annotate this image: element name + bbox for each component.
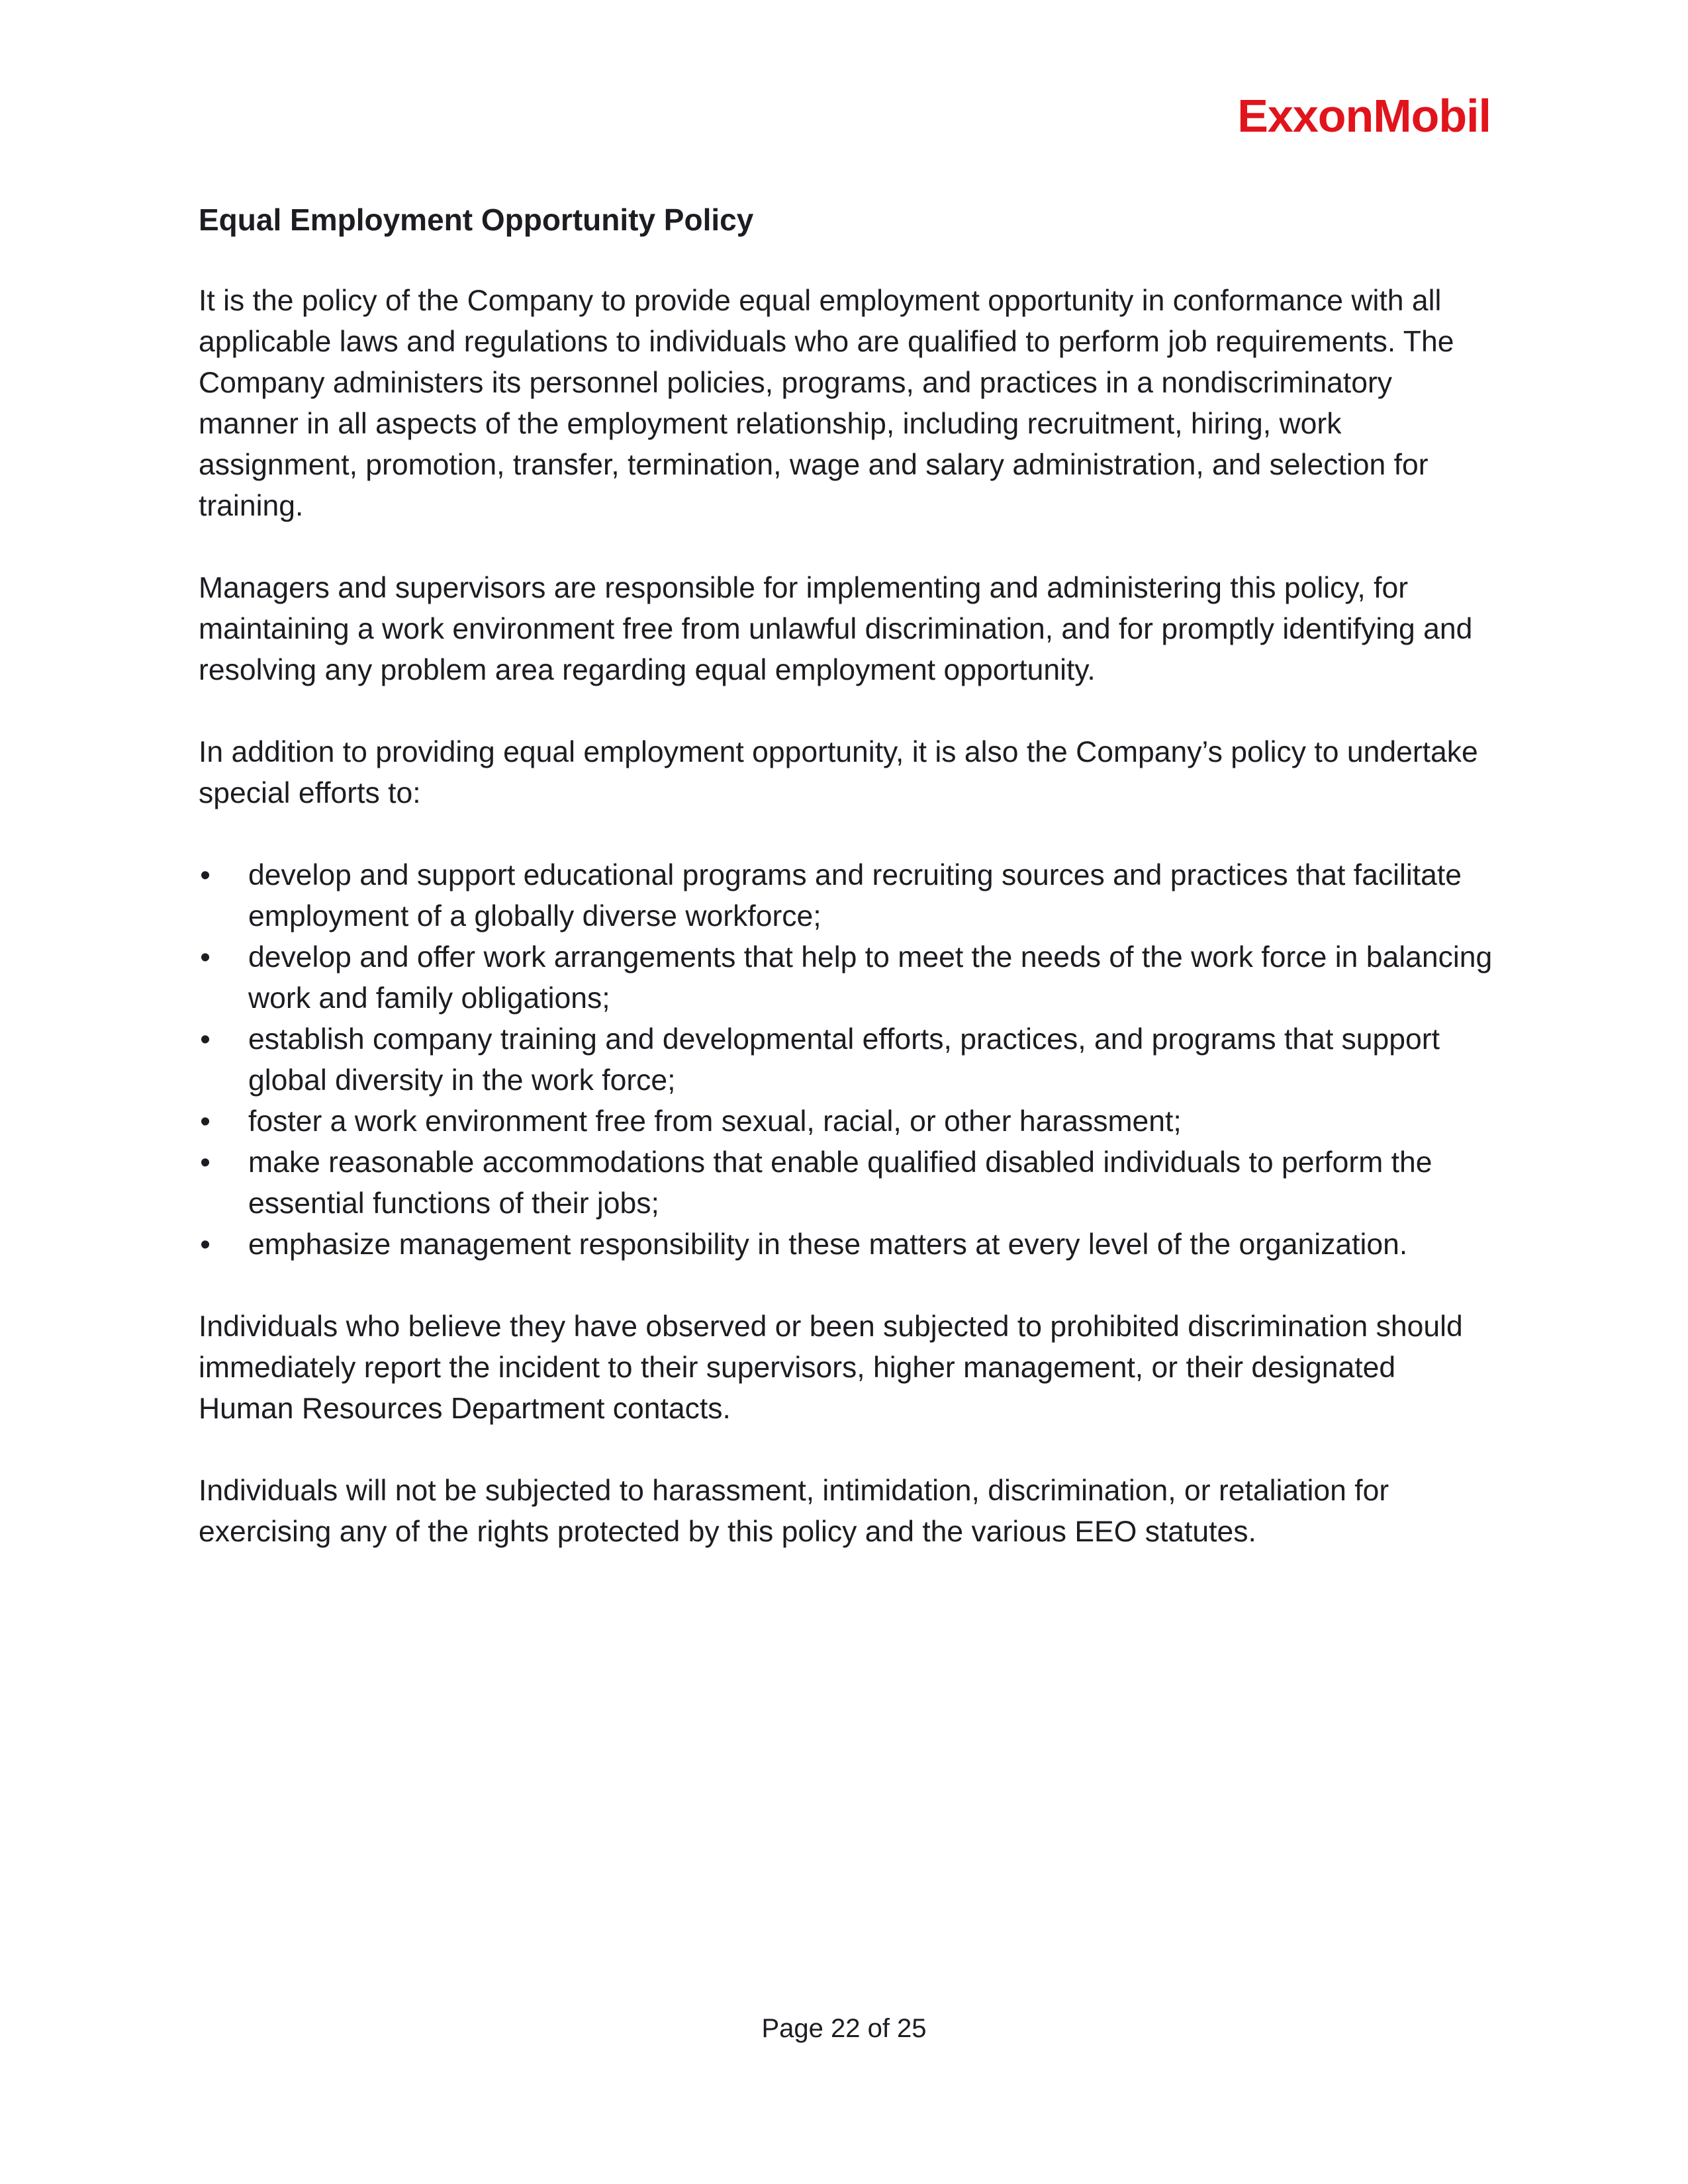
bullet-icon: • (200, 1023, 211, 1056)
list-item (199, 855, 1496, 937)
paragraph-policy-statement: It is the policy of the Company to provide equal employment opportunity in conformance with all applicable laws and regulations to individuals who are qualified to perform job requirements. The Company administers its personnel policies, programs, and practices in a nondiscriminatory manner in all aspects of the employment relationship, including recruitment, hiring, work assignment, promotion, transfer, termination, wage and salary administration, and selection for training. (199, 285, 1454, 522)
page-title: Equal Employment Opportunity Policy (199, 203, 754, 237)
list-item-text: develop and offer work arrangements that help to meet the needs of the work force in balancing work and family obligations; (248, 941, 1493, 1015)
bullet-icon: • (200, 941, 211, 974)
list-item-text: emphasize management responsibility in these matters at every level of the organization. (248, 1228, 1408, 1261)
list-item (199, 1142, 1496, 1224)
bullet-icon: • (200, 1146, 211, 1179)
paragraph-reporting: Individuals who believe they have observed or been subjected to prohibited discrimination should immediately report the incident to their supervisors, higher management, or their designated Human Resources Department contacts. (199, 1310, 1463, 1425)
page-number: Page 22 of 25 (761, 2014, 927, 2043)
list-item (199, 1019, 1496, 1101)
list-item-text: foster a work environment free from sexual, racial, or other harassment; (248, 1105, 1182, 1138)
list-item (199, 937, 1496, 1019)
document-body (199, 199, 1496, 1594)
list-item-text: develop and support educational programs and recruiting sources and practices that facilitate employment of a globally diverse workforce; (248, 859, 1462, 933)
list-item (199, 1224, 1496, 1265)
special-efforts-list (199, 855, 1496, 1265)
list-item (199, 1101, 1496, 1142)
paragraph-special-efforts-intro: In addition to providing equal employment opportunity, it is also the Company’s policy to undertake special efforts to: (199, 736, 1478, 809)
exxonmobil-logo: ExxonMobil (1237, 90, 1491, 142)
bullet-icon: • (200, 1105, 211, 1138)
bullet-icon: • (200, 859, 211, 891)
paragraph-manager-responsibilities: Managers and supervisors are responsible for implementing and administering this policy, for maintaining a work environment free from unlawful discrimination, and for promptly identifying and resolving any problem area regarding equal employment opportunity. (199, 572, 1473, 686)
list-item-text: establish company training and developmental efforts, practices, and programs that support global diversity in the work force; (248, 1023, 1440, 1097)
bullet-icon: • (200, 1228, 211, 1261)
list-item-text: make reasonable accommodations that enable qualified disabled individuals to perform the essential functions of their jobs; (248, 1146, 1432, 1220)
paragraph-non-retaliation: Individuals will not be subjected to harassment, intimidation, discrimination, or retaliation for exercising any of the rights protected by this policy and the various EEO statutes. (199, 1475, 1389, 1548)
